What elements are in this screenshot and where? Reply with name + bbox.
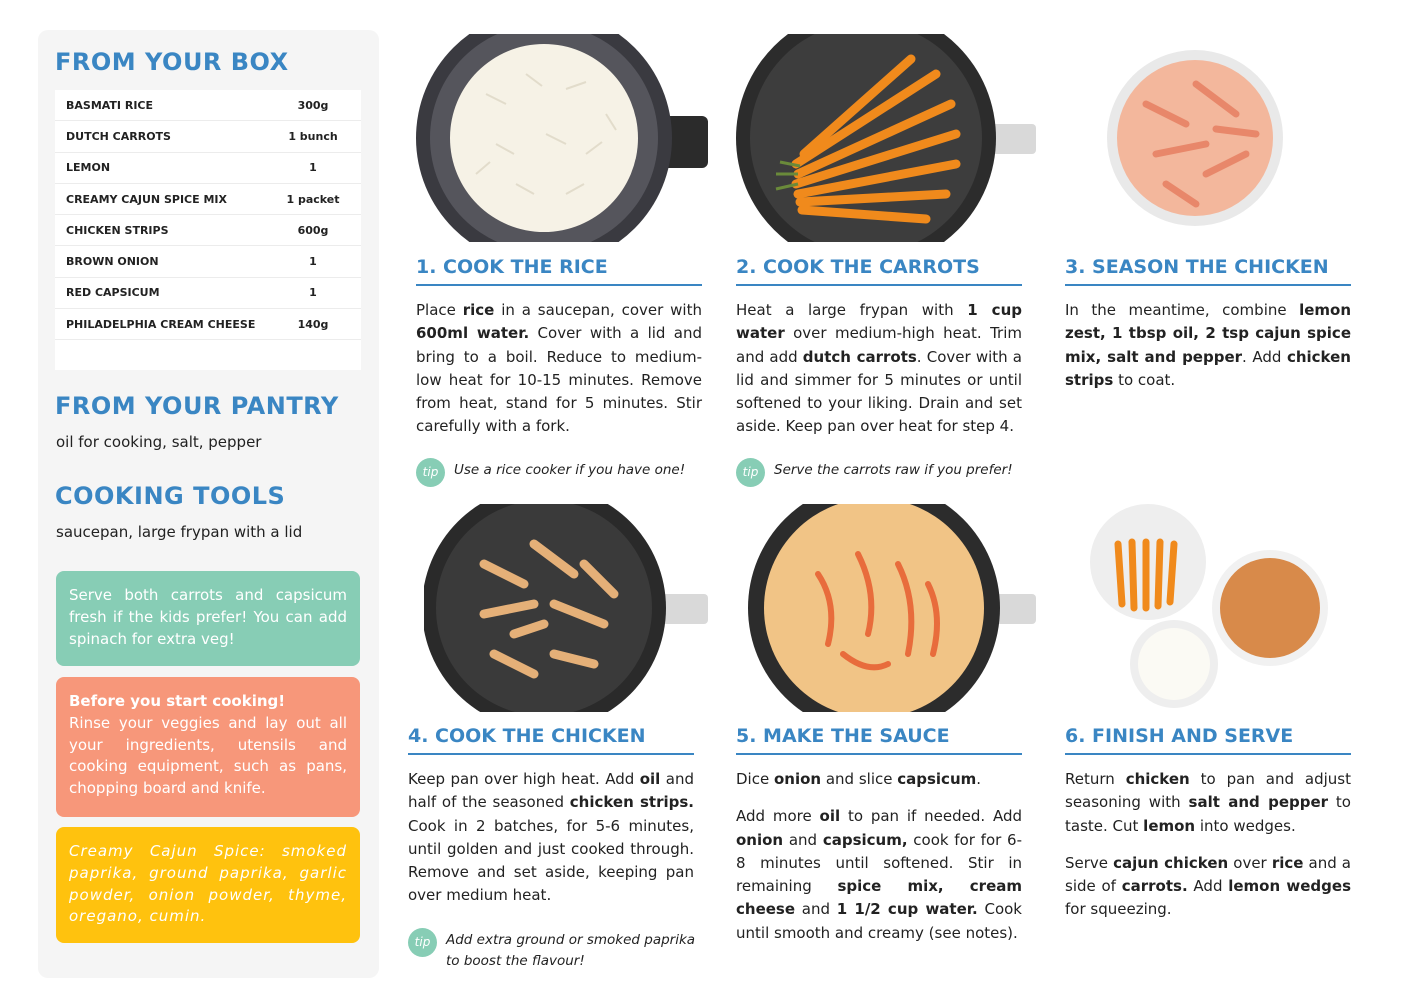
pantry-heading: FROM YOUR PANTRY — [55, 392, 339, 420]
table-row: CHICKEN STRIPS 600g — [55, 215, 361, 246]
table-row: BASMATI RICE 300g — [55, 90, 361, 121]
table-row: LEMON 1 — [55, 153, 361, 184]
rice-pot-image — [416, 34, 708, 242]
spice-note: Creamy Cajun Spice: smoked paprika, ground paprika, garlic powder, onion powder, thyme, oregano, cumin. — [56, 827, 360, 943]
ingredients-sidebar — [38, 30, 379, 978]
step-2-title: 2. COOK THE CARROTS — [736, 256, 1022, 286]
step-4-tip — [408, 930, 698, 972]
tools-text: saucepan, large frypan with a lid — [56, 523, 303, 541]
tip-badge-icon: tip — [408, 928, 437, 957]
ingredients-table — [55, 90, 361, 370]
tip-badge-icon: tip — [736, 458, 765, 487]
before-cooking-text: Rinse your veggies and lay out all your ingredients, utensils and cooking equipment, such as pans, chopping board and knife. — [69, 713, 347, 798]
step-5-body: Dice onion and slice capsicum. Add more oil to pan if needed. Add onion and capsicum, cook for for 6-8 minutes until softened. Stir in remaining spice mix, cream cheese and 1 1/2 cup water. Cook until smooth and creamy (see notes). — [736, 770, 1022, 942]
carrots-pan-image — [736, 34, 1036, 242]
tools-heading: COOKING TOOLS — [55, 482, 286, 510]
step-4-title: 4. COOK THE CHICKEN — [408, 725, 694, 755]
tip-text: Use a rice cooker if you have one! — [454, 462, 686, 478]
step-6-title: 6. FINISH AND SERVE — [1065, 725, 1351, 755]
table-row: BROWN ONION 1 — [55, 246, 361, 277]
step-1-body: Place rice in a saucepan, cover with 600ml water. Cover with a lid and bring to a boil. Reduce to medium-low heat for 10-15 minutes. Remove from heat, stand for 5 minutes. Stir carefully with a fork. — [416, 301, 702, 436]
step-1-title: 1. COOK THE RICE — [416, 256, 702, 286]
seasoned-chicken-image — [1106, 34, 1284, 242]
step-3-body: In the meantime, combine lemon zest, 1 tbsp oil, 2 tsp cajun spice mix, salt and pepper. Add chicken strips to coat. — [1065, 301, 1351, 389]
kids-note: Serve both carrots and capsicum fresh if the kids prefer! You can add spinach for extra veg! — [56, 571, 360, 666]
before-cooking-note — [56, 677, 360, 817]
step-1-tip — [416, 460, 706, 487]
step-2-tip — [736, 460, 1026, 487]
step-3-title: 3. SEASON THE CHICKEN — [1065, 256, 1351, 286]
step-2-body: Heat a large frypan with 1 cup water over medium-high heat. Trim and add dutch carrots. Cover with a lid and simmer for 5 minutes or until softened to your liking. Drain and set aside. Keep pan over heat for step 4. — [736, 301, 1023, 436]
creamy-sauce-image — [748, 504, 1036, 712]
tip-text: Serve the carrots raw if you prefer! — [774, 462, 1013, 478]
table-row: CREAMY CAJUN SPICE MIX 1 packet — [55, 184, 361, 215]
step-4-body: Keep pan over high heat. Add oil and half of the seasoned chicken strips. Cook in 2 batches, for 5-6 minutes, until golden and just cooked through. Remove and set aside, keeping pan over medium heat. — [408, 770, 694, 905]
table-row: RED CAPSICUM 1 — [55, 278, 361, 309]
step-5-title: 5. MAKE THE SAUCE — [736, 725, 1022, 755]
chicken-pan-image — [424, 504, 708, 712]
pantry-text: oil for cooking, salt, pepper — [56, 433, 262, 451]
from-box-heading: FROM YOUR BOX — [55, 48, 289, 76]
before-cooking-title: Before you start cooking! — [69, 692, 286, 710]
tip-text: Add extra ground or smoked paprika to boost the flavour! — [446, 932, 696, 969]
table-row: DUTCH CARROTS 1 bunch — [55, 121, 361, 152]
table-row: PHILADELPHIA CREAM CHEESE 140g — [55, 309, 361, 340]
finished-meal-image — [1088, 504, 1338, 712]
step-6-body: Return chicken to pan and adjust seasoning with salt and pepper to taste. Cut lemon into wedges. Serve cajun chicken over rice and a side of carrots. Add lemon wedges for squeezing. — [1065, 770, 1352, 919]
tip-badge-icon: tip — [416, 458, 445, 487]
